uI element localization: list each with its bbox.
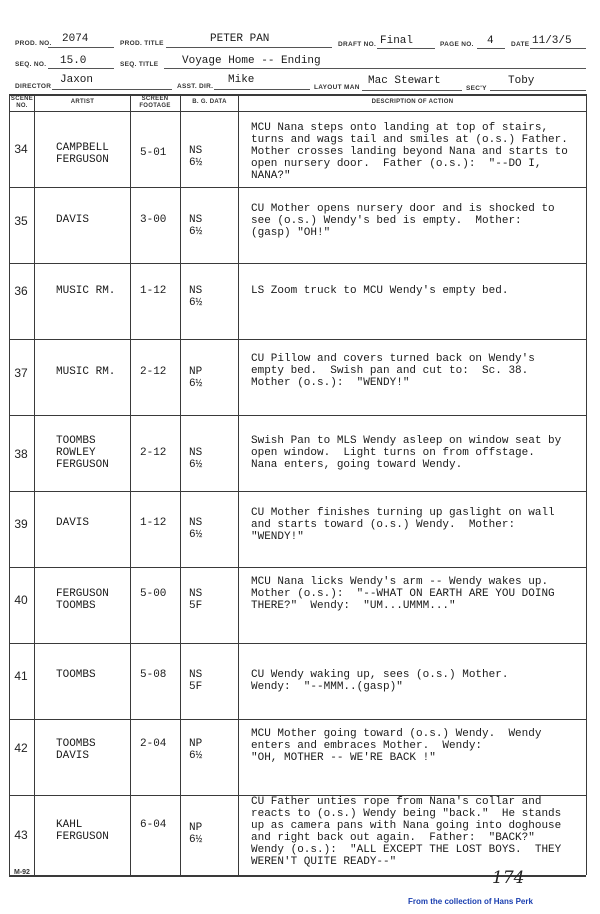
artist-cell: DAVIS <box>56 517 90 529</box>
footage-cell: 5-00 <box>140 588 167 600</box>
director-value: Jaxon <box>60 74 94 86</box>
footage-cell: 5-08 <box>140 669 167 681</box>
artist-cell: CAMPBELL FERGUSON <box>56 142 109 166</box>
draft-no-label: DRAFT NO. <box>338 41 377 48</box>
bg-data-cell: NS 6½ <box>189 145 203 169</box>
seq-title-value: Voyage Home -- Ending <box>182 55 321 67</box>
date-label: DATE <box>511 41 530 48</box>
form-number: M-92 <box>14 869 30 876</box>
description-cell: MCU Nana steps onto landing at top of stairs, turns and wags tail and smiles at (o.s.) Father. Mother crosses landing beyond Nana and starts to open nursery door. Father (o.s.): "--DO I, NANA?" <box>251 122 568 182</box>
description-cell: CU Father unties rope from Nana's collar and reacts to (o.s.) Wendy being "back." He stands up as camera pans with Nana going into doghouse and right back out again. Father: "BACK?" Wendy (o.s.): "ALL EXCEPT THE LOST BOYS. THEY WEREN'T QUITE READY--" <box>251 796 562 868</box>
handwritten-page-number: 174 <box>492 868 525 888</box>
page-no-label: PAGE NO. <box>440 41 474 48</box>
description-cell: Swish Pan to MLS Wendy asleep on window seat by open window. Light turns on from offstage. Nana enters, going toward Wendy. <box>251 435 562 471</box>
prod-title-value: PETER PAN <box>210 33 270 45</box>
seq-title-label: SEQ. TITLE <box>120 61 159 68</box>
artist-cell: FERGUSON TOOMBS <box>56 588 109 612</box>
description-cell: CU Pillow and covers turned back on Wendy's empty bed. Swish pan and cut to: Sc. 38. Mother (o.s.): "WENDY!" <box>251 353 535 389</box>
prod-no-value: 2074 <box>62 33 89 45</box>
footage-cell: 2-04 <box>140 738 167 750</box>
artist-cell: MUSIC RM. <box>56 366 116 378</box>
page-no-value: 4 <box>487 35 494 47</box>
seq-no-value: 15.0 <box>60 55 87 67</box>
scene-number: 35 <box>14 214 28 228</box>
draft-no-value: Final <box>380 35 414 47</box>
scene-number: 36 <box>14 284 28 298</box>
secy-value: Toby <box>508 75 535 87</box>
footage-cell: 1-12 <box>140 285 167 297</box>
layout-man-label: LAYOUT MAN <box>314 84 360 91</box>
scene-number: 42 <box>14 741 28 755</box>
scene-number: 39 <box>14 517 28 531</box>
col-header-screen-footage: SCREEN FOOTAGE <box>139 96 171 109</box>
footage-cell: 3-00 <box>140 214 167 226</box>
description-cell: CU Mother finishes turning up gaslight on wall and starts toward (o.s.) Wendy. Mother: "WENDY!" <box>251 507 555 543</box>
bg-data-cell: NP 6½ <box>189 738 203 762</box>
bg-data-cell: NP 6½ <box>189 822 203 846</box>
artist-cell: TOOMBS DAVIS <box>56 738 96 762</box>
bg-data-cell: NS 6½ <box>189 517 203 541</box>
seq-no-label: SEQ. NO. <box>15 61 47 68</box>
bg-data-cell: NS 6½ <box>189 214 203 238</box>
col-header-artist: ARTIST <box>70 99 95 105</box>
scene-number: 40 <box>14 593 28 607</box>
secy-label: SEC'Y <box>466 85 487 92</box>
col-header-description: DESCRIPTION OF ACTION <box>371 99 454 105</box>
description-cell: MCU Mother going toward (o.s.) Wendy. Wendy enters and embraces Mother. Wendy: "OH, MOTHER -- WE'RE BACK !" <box>251 728 542 764</box>
scene-number: 43 <box>14 828 28 842</box>
asst-dir-value: Mike <box>228 74 255 86</box>
col-header-scene-no: SCENE NO. <box>10 96 34 109</box>
footage-cell: 5-01 <box>140 147 167 159</box>
artist-cell: KAHL FERGUSON <box>56 819 109 843</box>
footage-cell: 2-12 <box>140 366 167 378</box>
bg-data-cell: NP 6½ <box>189 366 203 390</box>
description-cell: CU Mother opens nursery door and is shocked to see (o.s.) Wendy's bed is empty. Mother: (gasp) "OH!" <box>251 203 555 239</box>
collection-credit: From the collection of Hans Perk <box>408 897 533 906</box>
director-label: DIRECTOR <box>15 83 52 90</box>
prod-no-label: PROD. NO. <box>15 40 52 47</box>
bg-data-cell: NS 6½ <box>189 285 203 309</box>
bg-data-cell: NS 5F <box>189 669 203 693</box>
asst-dir-label: ASST. DIR. <box>177 83 214 90</box>
footage-cell: 2-12 <box>140 447 167 459</box>
footage-cell: 6-04 <box>140 819 167 831</box>
scene-number: 38 <box>14 447 28 461</box>
description-cell: CU Wendy waking up, sees (o.s.) Mother. Wendy: "--MMM..(gasp)" <box>251 669 509 693</box>
scene-number: 41 <box>14 669 28 683</box>
description-cell: MCU Nana licks Wendy's arm -- Wendy wakes up. Mother (o.s.): "--WHAT ON EARTH ARE YOU DOING THERE?" Wendy: "UM...UMMM..." <box>251 576 555 612</box>
description-cell: LS Zoom truck to MCU Wendy's empty bed. <box>251 285 509 297</box>
scene-number: 37 <box>14 366 28 380</box>
bg-data-cell: NS 6½ <box>189 447 203 471</box>
footage-cell: 1-12 <box>140 517 167 529</box>
prod-title-label: PROD. TITLE <box>120 40 164 47</box>
date-value: 11/3/5 <box>532 35 572 47</box>
layout-man-value: Mac Stewart <box>368 75 441 87</box>
artist-cell: TOOMBS ROWLEY FERGUSON <box>56 435 109 471</box>
bg-data-cell: NS 5F <box>189 588 203 612</box>
artist-cell: DAVIS <box>56 214 90 226</box>
artist-cell: MUSIC RM. <box>56 285 116 297</box>
col-header-bg-data: B. G. DATA <box>192 99 227 105</box>
artist-cell: TOOMBS <box>56 669 96 681</box>
scene-number: 34 <box>14 142 28 156</box>
